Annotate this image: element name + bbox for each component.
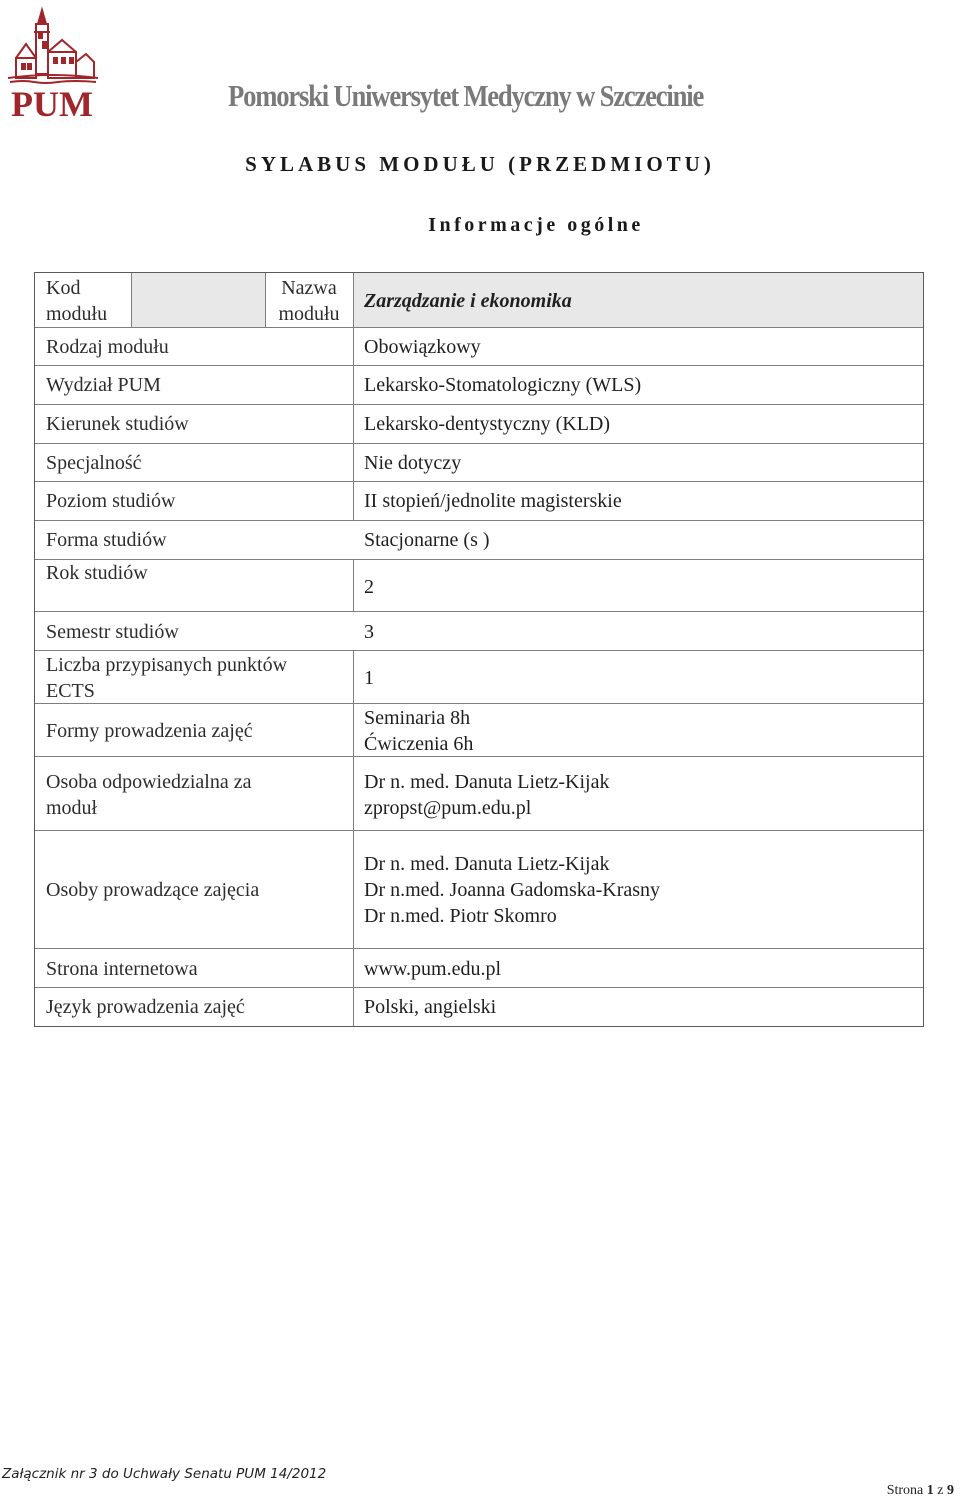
poziom-value: II stopień/jednolite magisterskie bbox=[364, 490, 622, 512]
page-prefix: Strona bbox=[886, 1483, 927, 1498]
ects-value: 1 bbox=[364, 667, 374, 689]
pum-logo bbox=[4, 2, 100, 124]
page-total: 9 bbox=[947, 1483, 954, 1498]
jezyk-value: Polski, angielski bbox=[364, 996, 497, 1018]
semestr-value: 3 bbox=[364, 621, 374, 643]
jezyk-label: Język prowadzenia zajęć bbox=[46, 996, 245, 1018]
page-number bbox=[887, 1483, 954, 1499]
rodzaj-value: Obowiązkowy bbox=[364, 336, 481, 358]
logo-text: PUM bbox=[11, 84, 93, 124]
poziom-label: Poziom studiów bbox=[46, 490, 176, 512]
semestr-label: Semestr studiów bbox=[46, 621, 179, 643]
nazwa-label: Nazwa modułu bbox=[278, 277, 340, 325]
kierunek-value: Lekarsko-dentystyczny (KLD) bbox=[364, 413, 611, 435]
kod-value-shade bbox=[131, 273, 265, 327]
info-table bbox=[34, 272, 924, 1027]
ects-label: Liczba przypisanych punktów ECTS bbox=[46, 654, 288, 702]
forma-value: Stacjonarne (s ) bbox=[364, 529, 490, 551]
forma-label: Forma studiów bbox=[46, 529, 167, 551]
page-header bbox=[0, 0, 960, 130]
wydzial-label: Wydział PUM bbox=[46, 374, 161, 396]
osoba-value: Dr n. med. Danuta Lietz-Kijak zpropst@pum.edu.pl bbox=[364, 771, 610, 819]
formy-value: Seminaria 8h Ćwiczenia 6h bbox=[364, 707, 474, 755]
specjalnosc-label: Specjalność bbox=[46, 452, 142, 474]
nazwa-value: Zarządzanie i ekonomika bbox=[364, 290, 572, 312]
osoby-value: Dr n. med. Danuta Lietz-Kijak Dr n.med. Joanna Gadomska-Krasny Dr n.med. Piotr Skomro bbox=[364, 853, 661, 927]
rodzaj-label: Rodzaj modułu bbox=[46, 336, 169, 358]
strona-label: Strona internetowa bbox=[46, 958, 198, 980]
university-name: Pomorski Uniwersytet Medyczny w Szczecinie bbox=[228, 78, 704, 113]
osoba-label: Osoba odpowiedzialna za moduł bbox=[46, 771, 252, 819]
kod-label: Kod modułu bbox=[46, 277, 108, 325]
strona-value: www.pum.edu.pl bbox=[364, 958, 502, 980]
page-current: 1 bbox=[926, 1483, 934, 1498]
formy-label: Formy prowadzenia zajęć bbox=[46, 720, 253, 742]
footer-annex-note: Załącznik nr 3 do Uchwały Senatu PUM 14/2012 bbox=[2, 1466, 327, 1482]
specjalnosc-value: Nie dotyczy bbox=[364, 452, 462, 474]
wydzial-value: Lekarsko-Stomatologiczny (WLS) bbox=[364, 374, 642, 396]
section-title: Informacje ogólne bbox=[428, 214, 644, 236]
page-sep: z bbox=[933, 1483, 947, 1498]
syllabus-title: SYLABUS MODUŁU (PRZEDMIOTU) bbox=[245, 152, 715, 176]
osoby-label: Osoby prowadzące zajęcia bbox=[46, 879, 260, 901]
rok-label: Rok studiów bbox=[46, 562, 148, 584]
kierunek-label: Kierunek studiów bbox=[46, 413, 189, 435]
rok-value: 2 bbox=[364, 576, 374, 598]
